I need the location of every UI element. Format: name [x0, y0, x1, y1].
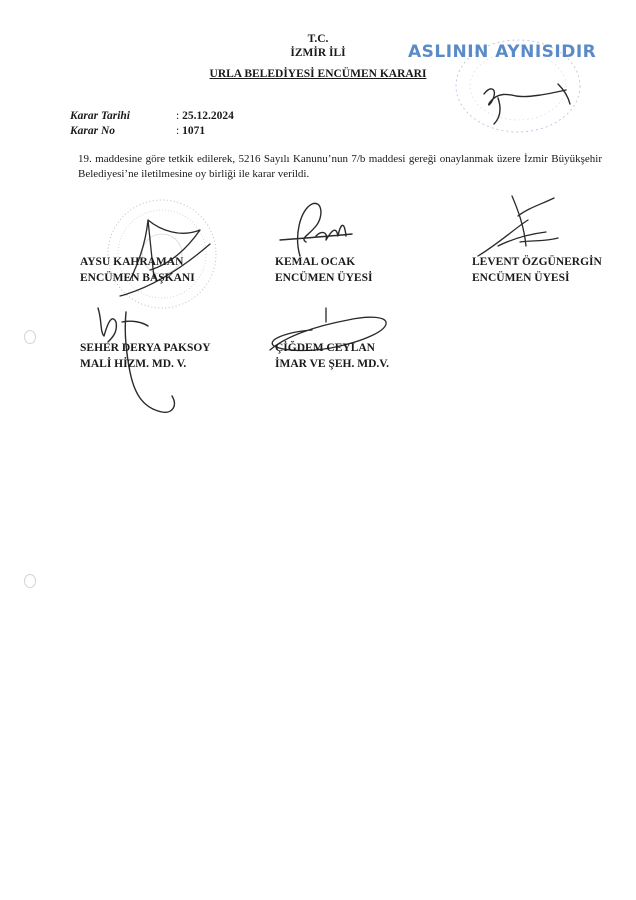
punch-hole-top [24, 330, 36, 344]
punch-hole-bottom [24, 574, 36, 588]
decision-number-label: Karar No [70, 125, 116, 137]
signatory-5-role: İMAR VE ŞEH. MD.V. [275, 358, 389, 370]
signatory-2-name: KEMAL OCAK [275, 256, 356, 268]
signatory-4-name: SEHER DERYA PAKSOY [80, 342, 211, 354]
decision-date-value: : 25.12.2024 [176, 110, 234, 122]
signatory-1-name: AYSU KAHRAMAN [80, 256, 184, 268]
signatory-3-role: ENCÜMEN ÜYESİ [472, 272, 570, 284]
signature-seher-derya-paksoy [82, 292, 192, 422]
signatory-5-name: ÇİĞDEM CEYLAN [275, 342, 375, 354]
signatory-4-role: MALİ HİZM. MD. V. [80, 358, 187, 370]
signatory-3-name: LEVENT ÖZGÜNERGİN [472, 256, 602, 268]
stamp-text: ASLININ AYNISIDIR [408, 42, 597, 62]
document-title: URLA BELEDİYESİ ENCÜMEN KARARI [209, 68, 427, 80]
decision-number-value: : 1071 [176, 125, 205, 137]
signature-levent-ozgunergin [458, 186, 568, 266]
signatory-1-role: ENCÜMEN BAŞKANI [80, 272, 195, 284]
header-tc: T.C. [307, 33, 329, 45]
decision-date-label: Karar Tarihi [70, 110, 130, 122]
decision-text: 19. maddesine göre tetkik edilerek, 5216 Sayılı Kanunu’nun 7/b maddesi gereği onaylanmak üzere İzmir Büyükşehir Belediyesi’ne iletilmesine oy birliği ile karar verildi. [78, 153, 602, 180]
signatory-2-role: ENCÜMEN ÜYESİ [275, 272, 373, 284]
certified-copy-stamp [398, 24, 610, 134]
stamp-signature [398, 24, 610, 134]
header-province: İZMİR İLİ [290, 47, 346, 59]
signature-cigdem-ceylan [256, 306, 396, 366]
